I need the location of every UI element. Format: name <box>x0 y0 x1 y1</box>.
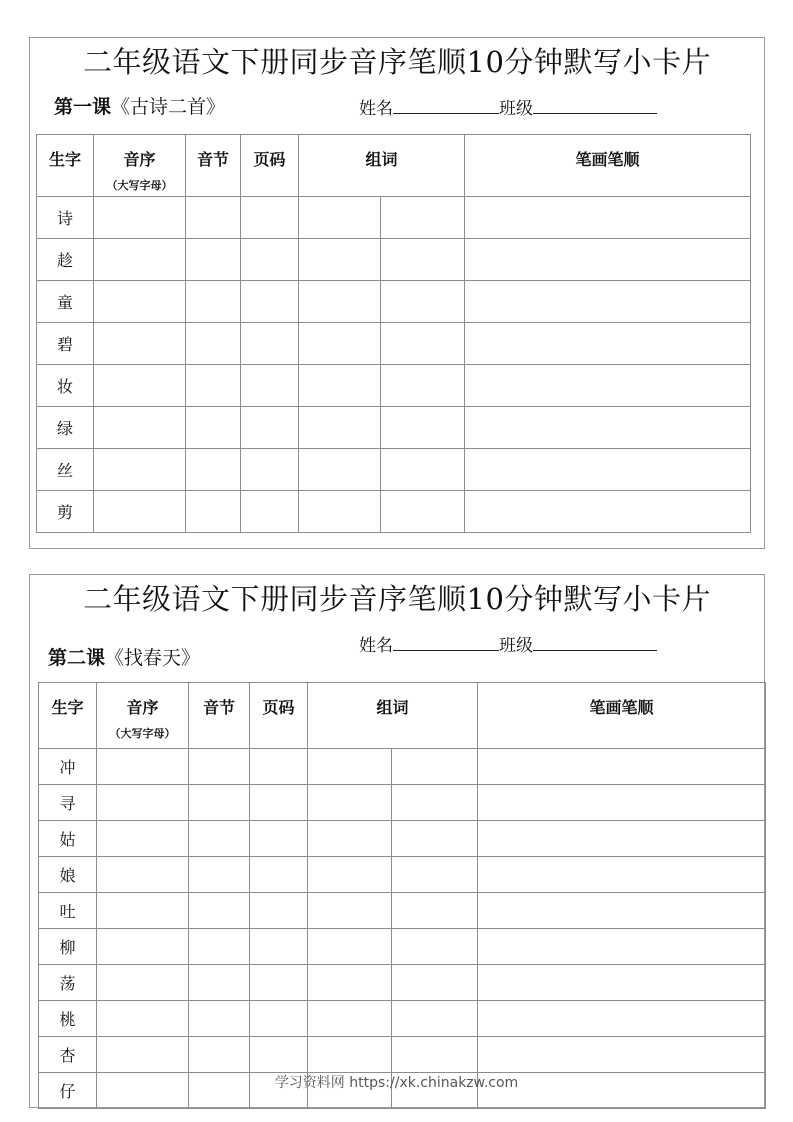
strokes-cell[interactable] <box>478 929 766 965</box>
word-cell-1[interactable] <box>299 491 381 533</box>
word-cell-2[interactable] <box>381 281 465 323</box>
syllable-cell[interactable] <box>189 749 250 785</box>
character-table <box>36 134 751 533</box>
order-cell[interactable] <box>97 965 189 1001</box>
lesson-number: 第二课 <box>48 647 106 669</box>
watermark: 学习资料网 https://xk.chinakzw.com <box>274 1075 519 1091</box>
lesson-heading <box>54 92 225 119</box>
word-cell-1[interactable] <box>308 857 392 893</box>
strokes-cell[interactable] <box>465 491 751 533</box>
page-cell[interactable] <box>241 365 299 407</box>
word-cell-2[interactable] <box>381 323 465 365</box>
card-title: 二年级语文下册同步音序笔顺10分钟默写小卡片 <box>83 45 711 79</box>
strokes-cell[interactable] <box>478 749 766 785</box>
strokes-cell[interactable] <box>465 239 751 281</box>
header-words: 组词 <box>308 683 478 749</box>
lesson-number: 第一课 <box>54 96 112 118</box>
page-cell[interactable] <box>250 929 308 965</box>
word-cell-2[interactable] <box>381 407 465 449</box>
table-row <box>37 491 751 533</box>
class-label: 班级 <box>499 99 533 119</box>
char-cell: 冲 <box>39 749 97 785</box>
strokes-cell[interactable] <box>478 1037 766 1073</box>
word-cell-1[interactable] <box>299 323 381 365</box>
header-words: 组词 <box>299 135 465 197</box>
char-cell: 诗 <box>37 197 94 239</box>
order-cell[interactable] <box>94 491 186 533</box>
table-row <box>39 821 766 857</box>
page-cell[interactable] <box>250 893 308 929</box>
header-order-note: （大写字母） <box>106 179 173 192</box>
class-label: 班级 <box>499 636 533 656</box>
char-cell: 童 <box>37 281 94 323</box>
header-page: 页码 <box>241 135 299 197</box>
word-cell-1[interactable] <box>308 1037 392 1073</box>
header-strokes: 笔画笔顺 <box>478 683 766 749</box>
syllable-cell[interactable] <box>186 407 241 449</box>
word-cell-1[interactable] <box>299 407 381 449</box>
page-cell[interactable] <box>241 197 299 239</box>
word-cell-1[interactable] <box>308 785 392 821</box>
word-cell-2[interactable] <box>392 1037 478 1073</box>
strokes-cell[interactable] <box>478 965 766 1001</box>
word-cell-2[interactable] <box>392 965 478 1001</box>
order-cell[interactable] <box>97 1001 189 1037</box>
character-table <box>38 682 766 1109</box>
char-cell: 剪 <box>37 491 94 533</box>
syllable-cell[interactable] <box>189 929 250 965</box>
char-cell: 桃 <box>39 1001 97 1037</box>
word-cell-1[interactable] <box>308 821 392 857</box>
order-cell[interactable] <box>97 857 189 893</box>
header-strokes: 笔画笔顺 <box>465 135 751 197</box>
char-cell: 姑 <box>39 821 97 857</box>
table-row <box>39 749 766 785</box>
order-cell[interactable] <box>94 239 186 281</box>
syllable-cell[interactable] <box>189 821 250 857</box>
table-row <box>37 239 751 281</box>
syllable-cell[interactable] <box>189 785 250 821</box>
order-cell[interactable] <box>97 929 189 965</box>
lesson-title: 《找春天》 <box>105 647 201 669</box>
syllable-cell[interactable] <box>186 365 241 407</box>
char-cell: 娘 <box>39 857 97 893</box>
order-cell[interactable] <box>94 281 186 323</box>
char-cell: 吐 <box>39 893 97 929</box>
strokes-cell[interactable] <box>478 893 766 929</box>
table-row <box>37 197 751 239</box>
word-cell-1[interactable] <box>308 893 392 929</box>
strokes-cell[interactable] <box>465 281 751 323</box>
syllable-cell[interactable] <box>189 1001 250 1037</box>
char-cell: 碧 <box>37 323 94 365</box>
table-row <box>37 323 751 365</box>
header-syllable: 音节 <box>189 683 250 749</box>
table-row <box>39 929 766 965</box>
header-order-note: （大写字母） <box>109 727 176 740</box>
word-cell-2[interactable] <box>392 821 478 857</box>
class-blank[interactable] <box>533 632 657 651</box>
char-cell: 荡 <box>39 965 97 1001</box>
word-cell-2[interactable] <box>381 197 465 239</box>
name-label: 姓名 <box>359 99 393 119</box>
dictation-card-2 <box>29 574 765 1108</box>
card-title: 二年级语文下册同步音序笔顺10分钟默写小卡片 <box>83 582 711 616</box>
order-cell[interactable] <box>94 449 186 491</box>
word-cell-1[interactable] <box>299 449 381 491</box>
char-cell: 趁 <box>37 239 94 281</box>
word-cell-2[interactable] <box>392 785 478 821</box>
table-row <box>39 785 766 821</box>
table-row <box>37 365 751 407</box>
header-order: 音序 （大写字母） <box>94 135 186 197</box>
header-char: 生字 <box>39 683 97 749</box>
syllable-cell[interactable] <box>189 965 250 1001</box>
name-blank[interactable] <box>393 632 499 651</box>
order-cell[interactable] <box>97 893 189 929</box>
order-cell[interactable] <box>97 821 189 857</box>
header-char: 生字 <box>37 135 94 197</box>
lesson-heading <box>48 643 200 670</box>
char-cell: 寻 <box>39 785 97 821</box>
table-row <box>39 1001 766 1037</box>
table-row <box>37 449 751 491</box>
table-row <box>39 965 766 1001</box>
strokes-cell[interactable] <box>465 407 751 449</box>
char-cell: 绿 <box>37 407 94 449</box>
strokes-cell[interactable] <box>465 365 751 407</box>
strokes-cell[interactable] <box>478 857 766 893</box>
page-cell[interactable] <box>250 785 308 821</box>
page-cell[interactable] <box>241 323 299 365</box>
header-page: 页码 <box>250 683 308 749</box>
syllable-cell[interactable] <box>186 281 241 323</box>
name-class-line <box>359 94 657 119</box>
word-cell-1[interactable] <box>299 239 381 281</box>
syllable-cell[interactable] <box>186 239 241 281</box>
char-cell: 杏 <box>39 1037 97 1073</box>
syllable-cell[interactable] <box>186 197 241 239</box>
char-cell: 柳 <box>39 929 97 965</box>
page-cell[interactable] <box>241 407 299 449</box>
strokes-cell[interactable] <box>465 449 751 491</box>
page-cell[interactable] <box>241 491 299 533</box>
table-row <box>37 407 751 449</box>
syllable-cell[interactable] <box>189 1037 250 1073</box>
page-cell[interactable] <box>250 965 308 1001</box>
name-class-line <box>359 631 657 656</box>
word-cell-1[interactable] <box>299 365 381 407</box>
word-cell-2[interactable] <box>392 929 478 965</box>
syllable-cell[interactable] <box>186 449 241 491</box>
syllable-cell[interactable] <box>186 491 241 533</box>
syllable-cell[interactable] <box>186 323 241 365</box>
table-row <box>39 893 766 929</box>
class-blank[interactable] <box>533 95 657 114</box>
dictation-card-1 <box>29 37 765 549</box>
word-cell-2[interactable] <box>381 491 465 533</box>
name-label: 姓名 <box>359 636 393 656</box>
word-cell-2[interactable] <box>381 365 465 407</box>
word-cell-2[interactable] <box>381 239 465 281</box>
char-cell: 丝 <box>37 449 94 491</box>
order-cell[interactable] <box>97 1037 189 1073</box>
word-cell-2[interactable] <box>392 857 478 893</box>
word-cell-1[interactable] <box>308 965 392 1001</box>
order-cell[interactable] <box>97 749 189 785</box>
strokes-cell[interactable] <box>465 323 751 365</box>
char-cell: 仔 <box>39 1073 97 1109</box>
header-row <box>37 135 751 197</box>
lesson-title: 《古诗二首》 <box>111 96 226 118</box>
page-cell[interactable] <box>241 449 299 491</box>
table-row <box>37 281 751 323</box>
word-cell-2[interactable] <box>392 1001 478 1037</box>
word-cell-1[interactable] <box>308 1001 392 1037</box>
page-cell[interactable] <box>241 239 299 281</box>
word-cell-1[interactable] <box>299 197 381 239</box>
strokes-cell[interactable] <box>478 1001 766 1037</box>
page-cell[interactable] <box>250 821 308 857</box>
order-cell[interactable] <box>94 197 186 239</box>
syllable-cell[interactable] <box>189 893 250 929</box>
word-cell-2[interactable] <box>381 449 465 491</box>
table-row <box>39 857 766 893</box>
page-cell[interactable] <box>250 749 308 785</box>
syllable-cell[interactable] <box>189 857 250 893</box>
order-cell[interactable] <box>94 407 186 449</box>
word-cell-2[interactable] <box>392 749 478 785</box>
word-cell-1[interactable] <box>308 749 392 785</box>
strokes-cell[interactable] <box>478 821 766 857</box>
table-row <box>39 1037 766 1073</box>
strokes-cell[interactable] <box>478 785 766 821</box>
order-cell[interactable] <box>94 365 186 407</box>
page-cell[interactable] <box>250 857 308 893</box>
word-cell-1[interactable] <box>299 281 381 323</box>
order-cell[interactable] <box>94 323 186 365</box>
header-syllable: 音节 <box>186 135 241 197</box>
order-cell[interactable] <box>97 785 189 821</box>
header-order: 音序 （大写字母） <box>97 683 189 749</box>
word-cell-2[interactable] <box>392 893 478 929</box>
page-cell[interactable] <box>241 281 299 323</box>
strokes-cell[interactable] <box>465 197 751 239</box>
header-row <box>39 683 766 749</box>
char-cell: 妆 <box>37 365 94 407</box>
page-cell[interactable] <box>250 1001 308 1037</box>
word-cell-1[interactable] <box>308 929 392 965</box>
name-blank[interactable] <box>393 95 499 114</box>
page-cell[interactable] <box>250 1037 308 1073</box>
